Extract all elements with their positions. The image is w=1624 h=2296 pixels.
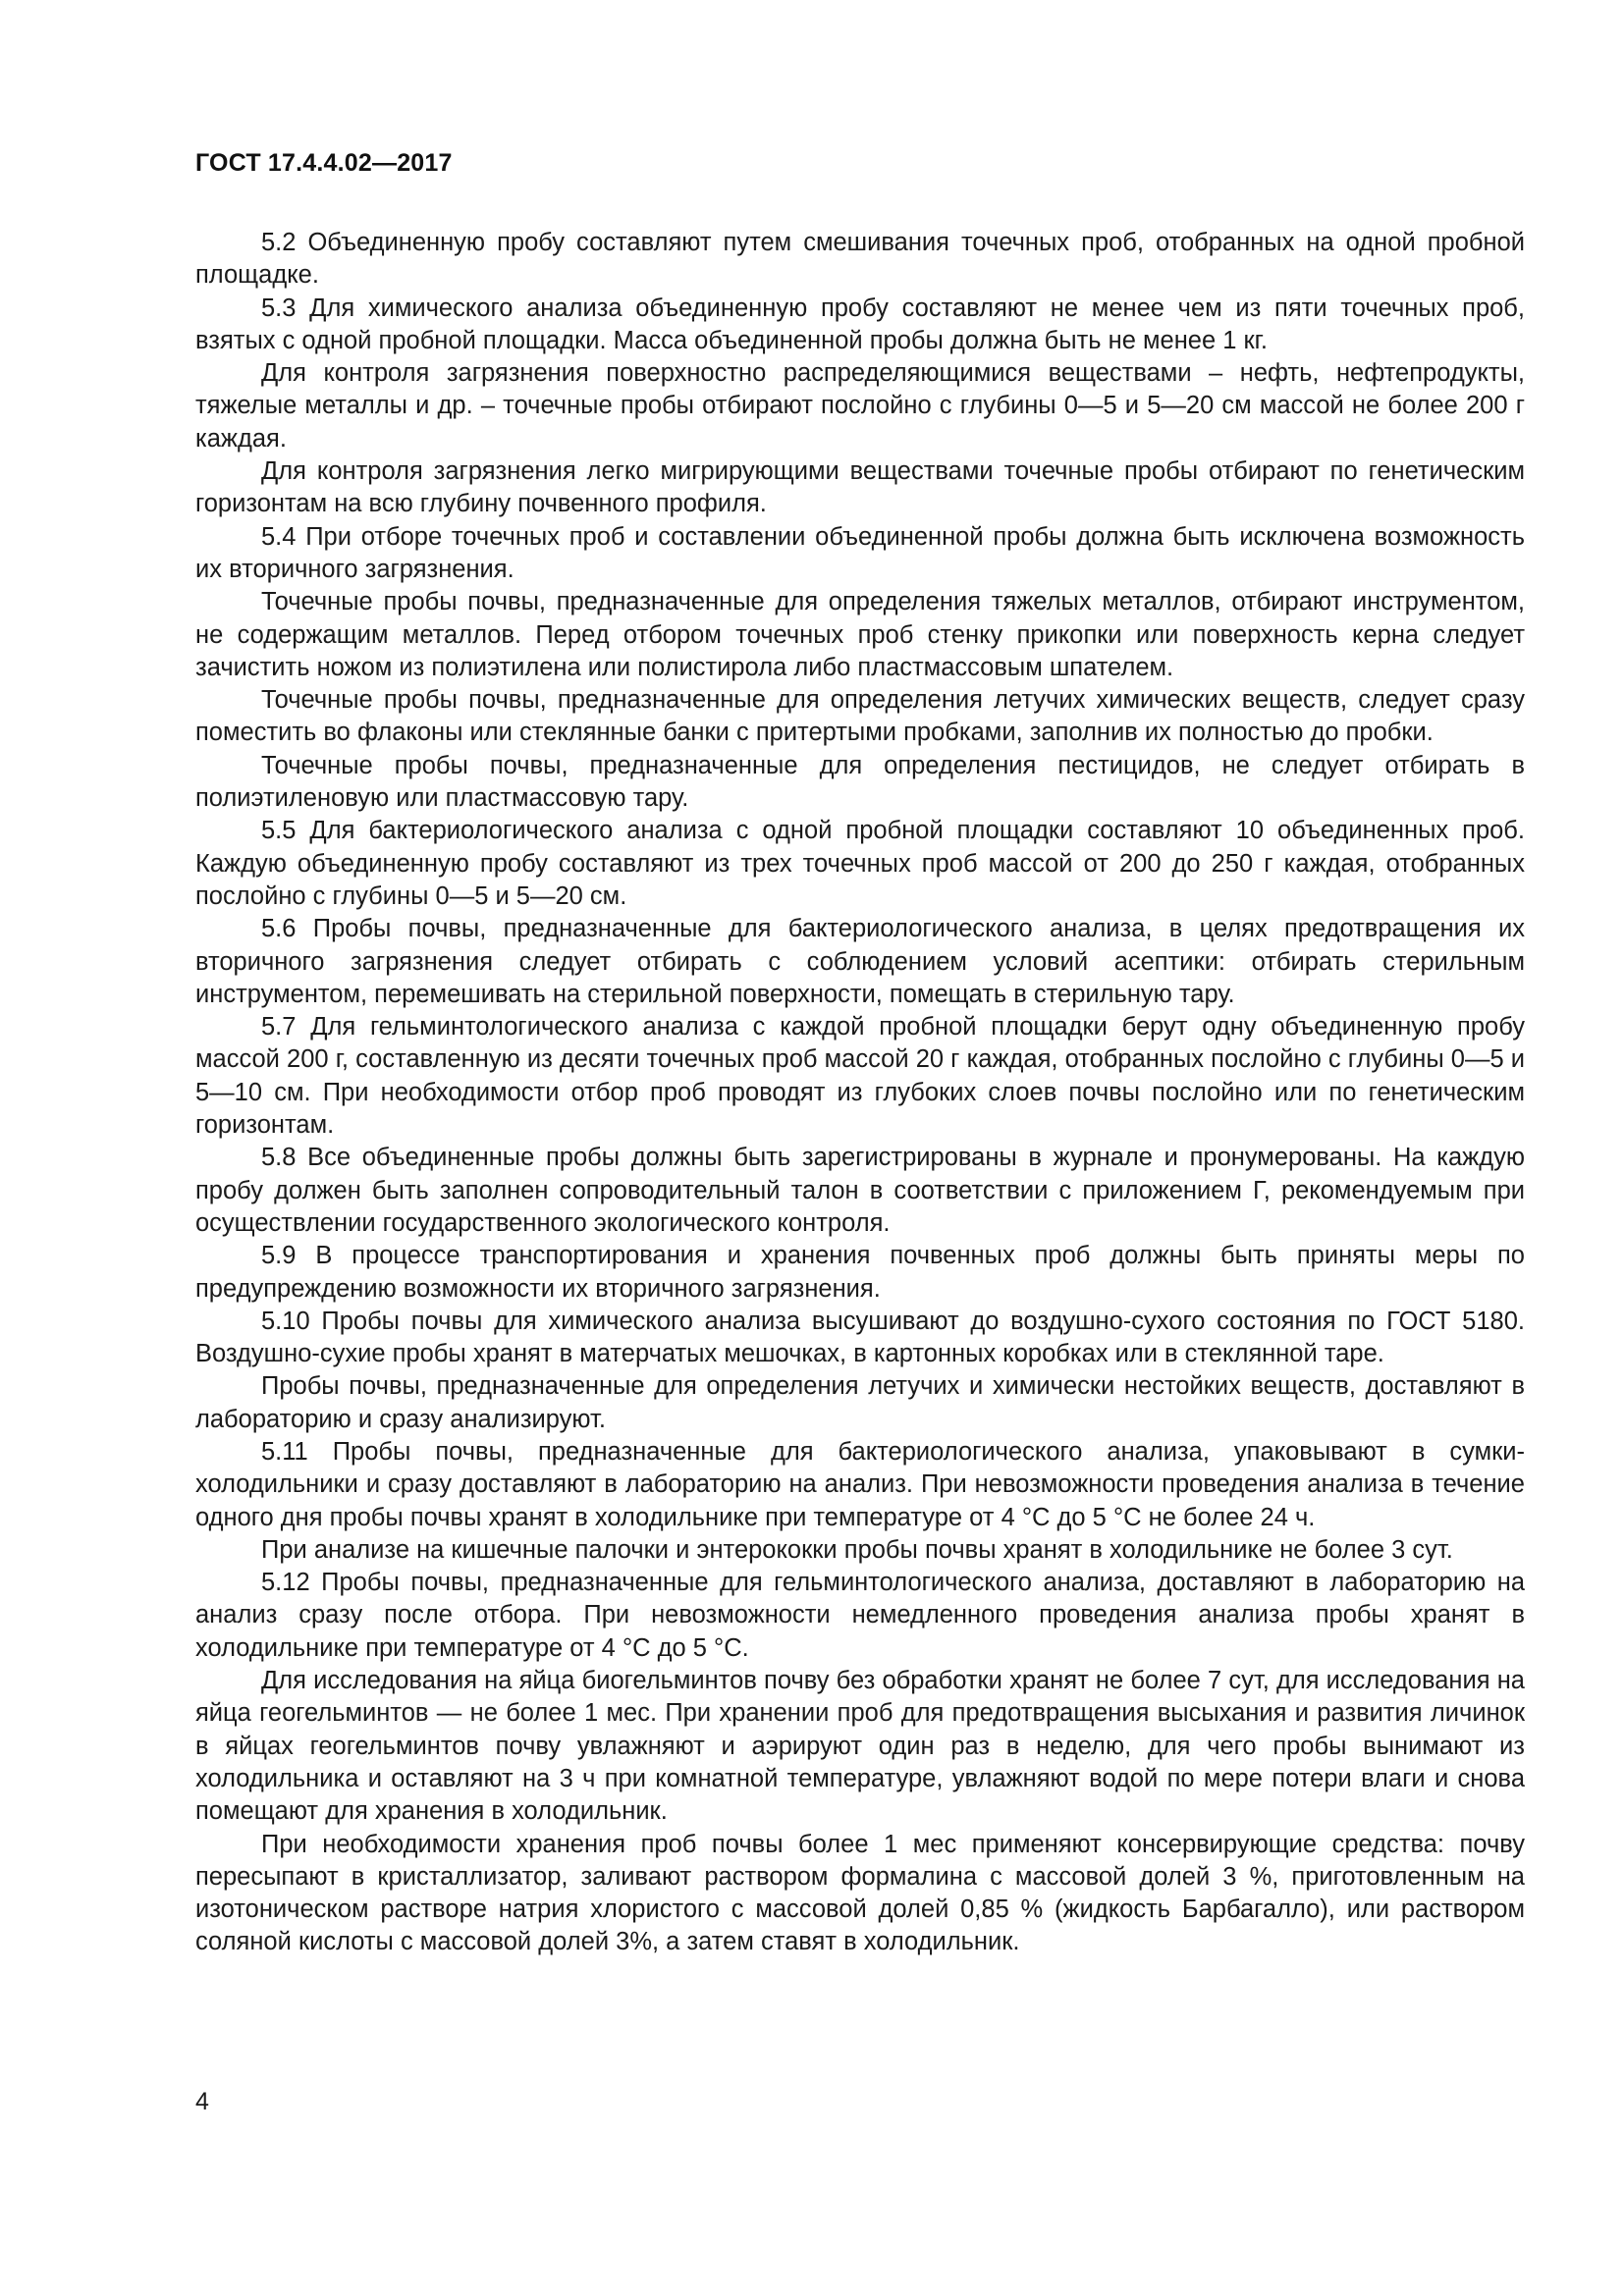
page-number: 4 [195, 2088, 209, 2115]
paragraph: Точечные пробы почвы, предназначенные для определения тяжелых металлов, отбирают инструментом, не содержащим металлов. Перед отбором точечных проб стенку прикопки или поверхность керна следует зачистить ножом из полиэтилена или полистирола либо пластмассовым шпателем. [195, 588, 1525, 681]
paragraph: При анализе на кишечные палочки и энтерококки пробы почвы хранят в холодильнике не более 3 сут. [261, 1535, 1453, 1564]
paragraph-5-8: 5.8 Все объединенные пробы должны быть зарегистрированы в журнале и пронумерованы. На каждую пробу должен быть заполнен сопроводительный талон в соответствии с приложением Г, рекомендуемым при осуществлении государственного экологического контроля. [195, 1144, 1525, 1237]
paragraph: Для контроля загрязнения легко мигрирующими веществами точечные пробы отбирают по генетическим горизонтам на всю глубину почвенного профиля. [195, 457, 1525, 518]
paragraph-5-2: 5.2 Объединенную пробу составляют путем смешивания точечных проб, отобранных на одной пробной площадке. [195, 229, 1525, 290]
paragraph-5-4: 5.4 При отборе точечных проб и составлении объединенной пробы должна быть исключена возможность их вторичного загрязнения. [195, 522, 1525, 583]
document-body [195, 227, 1525, 1959]
paragraph: Для исследования на яйца биогельминтов почву без обработки хранят не более 7 сут, для исследования на яйца геогельминтов — не более 1 мес. При хранении проб для предотвращения высыхания и развития личинок в яйцах геогельминтов почву увлажняют и аэрируют один раз в неделю, для чего пробы вынимают из холодильника и оставляют на 3 ч при комнатной температуре, увлажняют водой по мере потери влаги и снова помещают для хранения в холодильник. [195, 1667, 1525, 1826]
paragraph: При необходимости хранения проб почвы более 1 мес применяют консервирующие средства: почву пересыпают в кристаллизатор, заливают раствором формалина с массовой долей 3 %, приготовленным на изотоническом растворе натрия хлористого с массовой долей 0,85 % (жидкость Барбагалло), или раствором соляной кислоты с массовой долей 3%, а затем ставят в холодильник. [195, 1830, 1525, 1956]
paragraph-5-5: 5.5 Для бактериологического анализа с одной пробной площадки составляют 10 объединенных проб. Каждую объединенную пробу составляют из трех точечных проб массой от 200 до 250 г каждая, отобранных послойно с глубины 0—5 и 5—20 см. [195, 817, 1525, 910]
paragraph-5-12: 5.12 Пробы почвы, предназначенные для гельминтологического анализа, доставляют в лабораторию на анализ сразу после отбора. При невозможности немедленного проведения анализа пробы хранят в холодильнике при температуре от 4 °С до 5 °С. [195, 1569, 1525, 1662]
paragraph-5-6: 5.6 Пробы почвы, предназначенные для бактериологического анализа, в целях предотвращения их вторичного загрязнения следует отбирать с соблюдением условий асептики: отбирать стерильным инструментом, перемешивать на стерильной поверхности, помещать в стерильную тару. [195, 915, 1525, 1008]
paragraph-5-7: 5.7 Для гельминтологического анализа с каждой пробной площадки берут одну объединенную пробу массой 200 г, составленную из десяти точечных проб массой 20 г каждая, отобранных послойно с глубины 0—5 и 5—10 см. При необходимости отбор проб проводят из глубоких слоев почвы послойно или по генетическим горизонтам. [195, 1013, 1525, 1140]
paragraph-5-9: 5.9 В процессе транспортирования и хранения почвенных проб должны быть приняты меры по предупреждению возможности их вторичного загрязнения. [195, 1242, 1525, 1303]
paragraph: Точечные пробы почвы, предназначенные для определения летучих химических веществ, следует сразу поместить во флаконы или стеклянные банки с притертыми пробками, заполнив их полностью до пробки. [195, 686, 1525, 747]
paragraph: Пробы почвы, предназначенные для определения летучих и химически нестойких веществ, доставляют в лабораторию и сразу анализируют. [195, 1372, 1525, 1433]
paragraph-5-3: 5.3 Для химического анализа объединенную пробу составляют не менее чем из пяти точечных проб, взятых с одной пробной площадки. Масса объединенной пробы должна быть не менее 1 кг. [195, 294, 1525, 354]
paragraph-5-11: 5.11 Пробы почвы, предназначенные для бактериологического анализа, упаковывают в сумки-холодильники и сразу доставляют в лабораторию на анализ. При невозможности проведения анализа в течение одного дня пробы почвы хранят в холодильнике при температуре от 4 °С до 5 °С не более 24 ч. [195, 1437, 1525, 1531]
paragraph: Для контроля загрязнения поверхностно распределяющимися веществами – нефть, нефтепродукты, тяжелые металлы и др. – точечные пробы отбирают послойно с глубины 0—5 и 5—20 см массой не более 200 г каждая. [195, 359, 1525, 453]
paragraph: Точечные пробы почвы, предназначенные для определения пестицидов, не следует отбирать в полиэтиленовую или пластмассовую тару. [195, 751, 1525, 813]
paragraph-5-10: 5.10 Пробы почвы для химического анализа высушивают до воздушно-сухого состояния по ГОСТ 5180. Воздушно-сухие пробы хранят в матерчатых мешочках, в картонных коробках или в стеклянной таре. [195, 1307, 1525, 1368]
standard-designation-header: ГОСТ 17.4.4.02—2017 [195, 149, 453, 177]
